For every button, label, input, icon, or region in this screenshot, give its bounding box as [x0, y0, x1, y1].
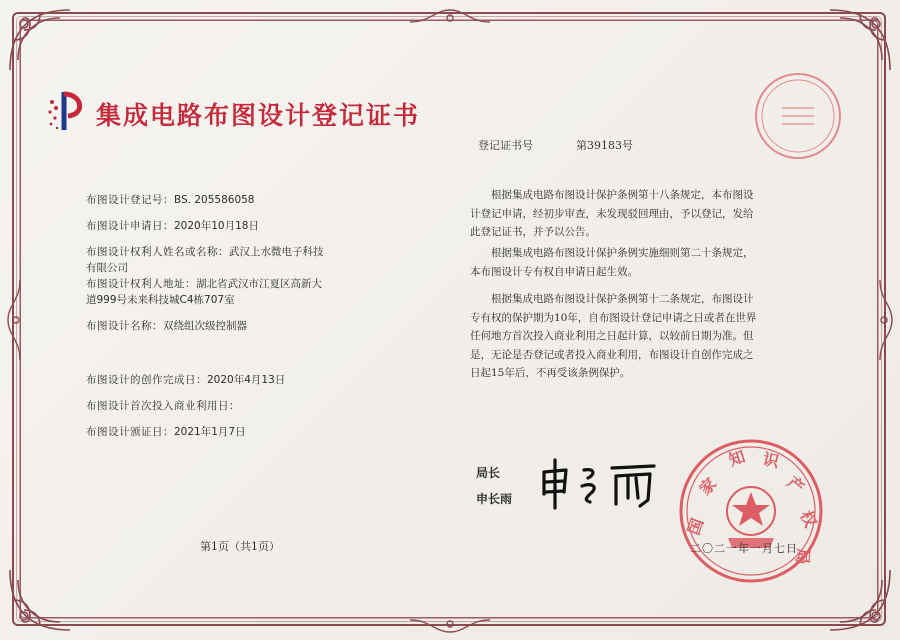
- paragraph-line: 计登记申请，经初步审查，未发现驳回理由，予以登记，发给: [470, 207, 754, 220]
- official-seal-icon: [676, 436, 826, 586]
- field-value: 道999号未来科技城C4栋707室: [86, 294, 235, 306]
- paragraph-line: 任何地方首次投入商业利用之日起计算，以较前日期为准。但: [470, 330, 754, 342]
- field-owner-address-cont: [86, 292, 235, 308]
- field-registration-no: [86, 192, 254, 208]
- ip-logo-icon: [46, 88, 90, 134]
- field-key: 布图设计颁证日：: [86, 426, 174, 438]
- field-value: BS. 205586058: [174, 194, 255, 206]
- svg-text:知: 知: [726, 446, 748, 470]
- field-value: 湖北省武汉市江夏区高新大: [196, 278, 322, 290]
- top-ornament-icon: [405, 6, 495, 28]
- field-design-name: [86, 318, 247, 334]
- page-number: 第1页（共1页）: [200, 540, 280, 553]
- paragraph-line: 本布图设计专有权自申请日起生效。: [470, 265, 638, 278]
- svg-text:国: 国: [683, 515, 708, 538]
- corner-ornament-icon: [0, 0, 90, 90]
- corner-ornament-icon: [0, 550, 90, 640]
- svg-text:权: 权: [796, 507, 821, 531]
- paragraph-line: 根据集成电路布图设计保护条例实施细则第二十条规定，: [491, 247, 754, 259]
- bottom-ornament-icon: [405, 614, 495, 636]
- field-owner-address: [86, 276, 322, 292]
- paragraph-line: 此登记证书，并予以公告。: [470, 226, 596, 238]
- right-ornament-icon: [874, 275, 896, 365]
- field-value: 2021年1月7日: [174, 426, 246, 438]
- field-value: 武汉上水微电子科技: [229, 246, 324, 258]
- signatory-name: 申长雨: [476, 492, 513, 506]
- field-key: 布图设计登记号：: [86, 194, 174, 206]
- field-value: 双绕组次级控制器: [163, 320, 247, 332]
- field-creation-date: [86, 372, 285, 388]
- field-first-commercial-date: [86, 398, 240, 414]
- field-key: 布图设计名称：: [86, 320, 163, 332]
- cert-number-value: 第39183号: [576, 139, 633, 152]
- signatory-title: 局长: [476, 466, 501, 480]
- faint-stamp-icon: [752, 70, 844, 162]
- field-owner-name-cont: [86, 260, 128, 276]
- field-value: 有限公司: [86, 262, 128, 274]
- field-key: 布图设计申请日：: [86, 220, 174, 232]
- field-owner-name: [86, 244, 324, 260]
- paragraph-line: 是，无论是否登记或者投入商业利用，布图设计自创作完成之: [470, 348, 754, 361]
- field-application-date: [86, 218, 259, 234]
- field-issue-date: [86, 424, 246, 440]
- field-value: 2020年4月13日: [207, 374, 286, 386]
- paragraph-effective-date: [470, 244, 805, 281]
- paragraph-registration-basis: [470, 186, 805, 242]
- svg-text:识: 识: [761, 449, 781, 472]
- field-key: 布图设计权利人姓名或名称：: [86, 246, 229, 258]
- field-value: 2020年10月18日: [174, 220, 259, 232]
- certificate-title: 集成电路布图设计登记证书: [96, 101, 421, 130]
- svg-text:家: 家: [695, 474, 721, 499]
- handwritten-signature-icon: [536, 456, 660, 514]
- paragraph-line: 专有权的保护期为10年，自布图设计登记申请之日或者在世界: [470, 311, 757, 324]
- paragraph-line: 日起15年后，不再受该条例保护。: [470, 367, 631, 379]
- left-ornament-icon: [4, 275, 26, 365]
- svg-text:局: 局: [792, 547, 813, 566]
- cert-number-row: [478, 137, 633, 153]
- cert-number-label: 登记证书号: [478, 139, 533, 152]
- svg-text:产: 产: [783, 472, 808, 498]
- field-key: 布图设计的创作完成日：: [86, 374, 207, 386]
- field-key: 布图设计权利人地址：: [86, 278, 196, 290]
- paragraph-line: 根据集成电路布图设计保护条例第十二条规定，布图设计: [491, 293, 754, 305]
- paragraph-line: 根据集成电路布图设计保护条例第十八条规定，本布图设: [491, 189, 754, 201]
- issue-date: 二〇二一年一月七日: [690, 542, 798, 555]
- paragraph-protection-term: [470, 290, 805, 383]
- field-key: 布图设计首次投入商业利用日：: [86, 400, 240, 412]
